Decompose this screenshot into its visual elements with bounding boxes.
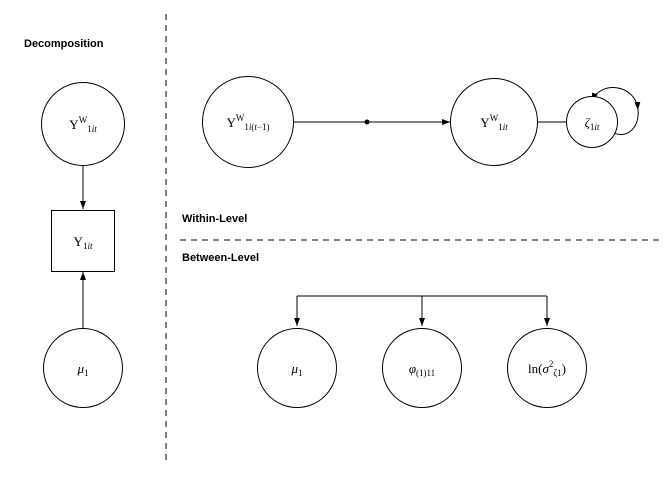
node-mu1-between[interactable]	[257, 328, 337, 408]
decomposition-label: Decomposition	[24, 38, 104, 50]
node-mu1-between-label: $\mu_1$	[291, 360, 303, 378]
node-yw-lag-label: $Y^W_{1i(t-1)}$	[226, 112, 270, 132]
node-mu1-decomposition-label: $\mu_1$	[77, 360, 89, 378]
node-yw-lag[interactable]	[202, 76, 294, 168]
node-zeta-label: $\zeta_{1it}$	[584, 114, 600, 132]
node-yw-now-label: $Y^W_{1it}$	[480, 112, 508, 132]
node-ln-sigma-sq-label: $\ln(\sigma^2_{\zeta 1})$	[528, 358, 566, 378]
node-ln-sigma-sq[interactable]	[507, 328, 587, 408]
within-level-label: Within-Level	[182, 213, 248, 225]
between-level-label: Between-Level	[182, 252, 260, 264]
node-yw-latent[interactable]	[41, 82, 125, 166]
node-yw-latent-label: $Y^W_{1it}$	[69, 114, 97, 134]
node-yw-now[interactable]	[450, 78, 538, 166]
node-zeta[interactable]	[566, 96, 618, 148]
edge-midpoint-dot	[365, 120, 370, 125]
node-phi-111[interactable]	[382, 328, 462, 408]
node-mu1-decomposition[interactable]	[43, 328, 123, 408]
node-y-observed-label: $Y_{1it}$	[73, 233, 93, 251]
node-phi-111-label: $\varphi_{(1)11}$	[408, 360, 436, 378]
node-y-observed[interactable]	[51, 210, 115, 272]
